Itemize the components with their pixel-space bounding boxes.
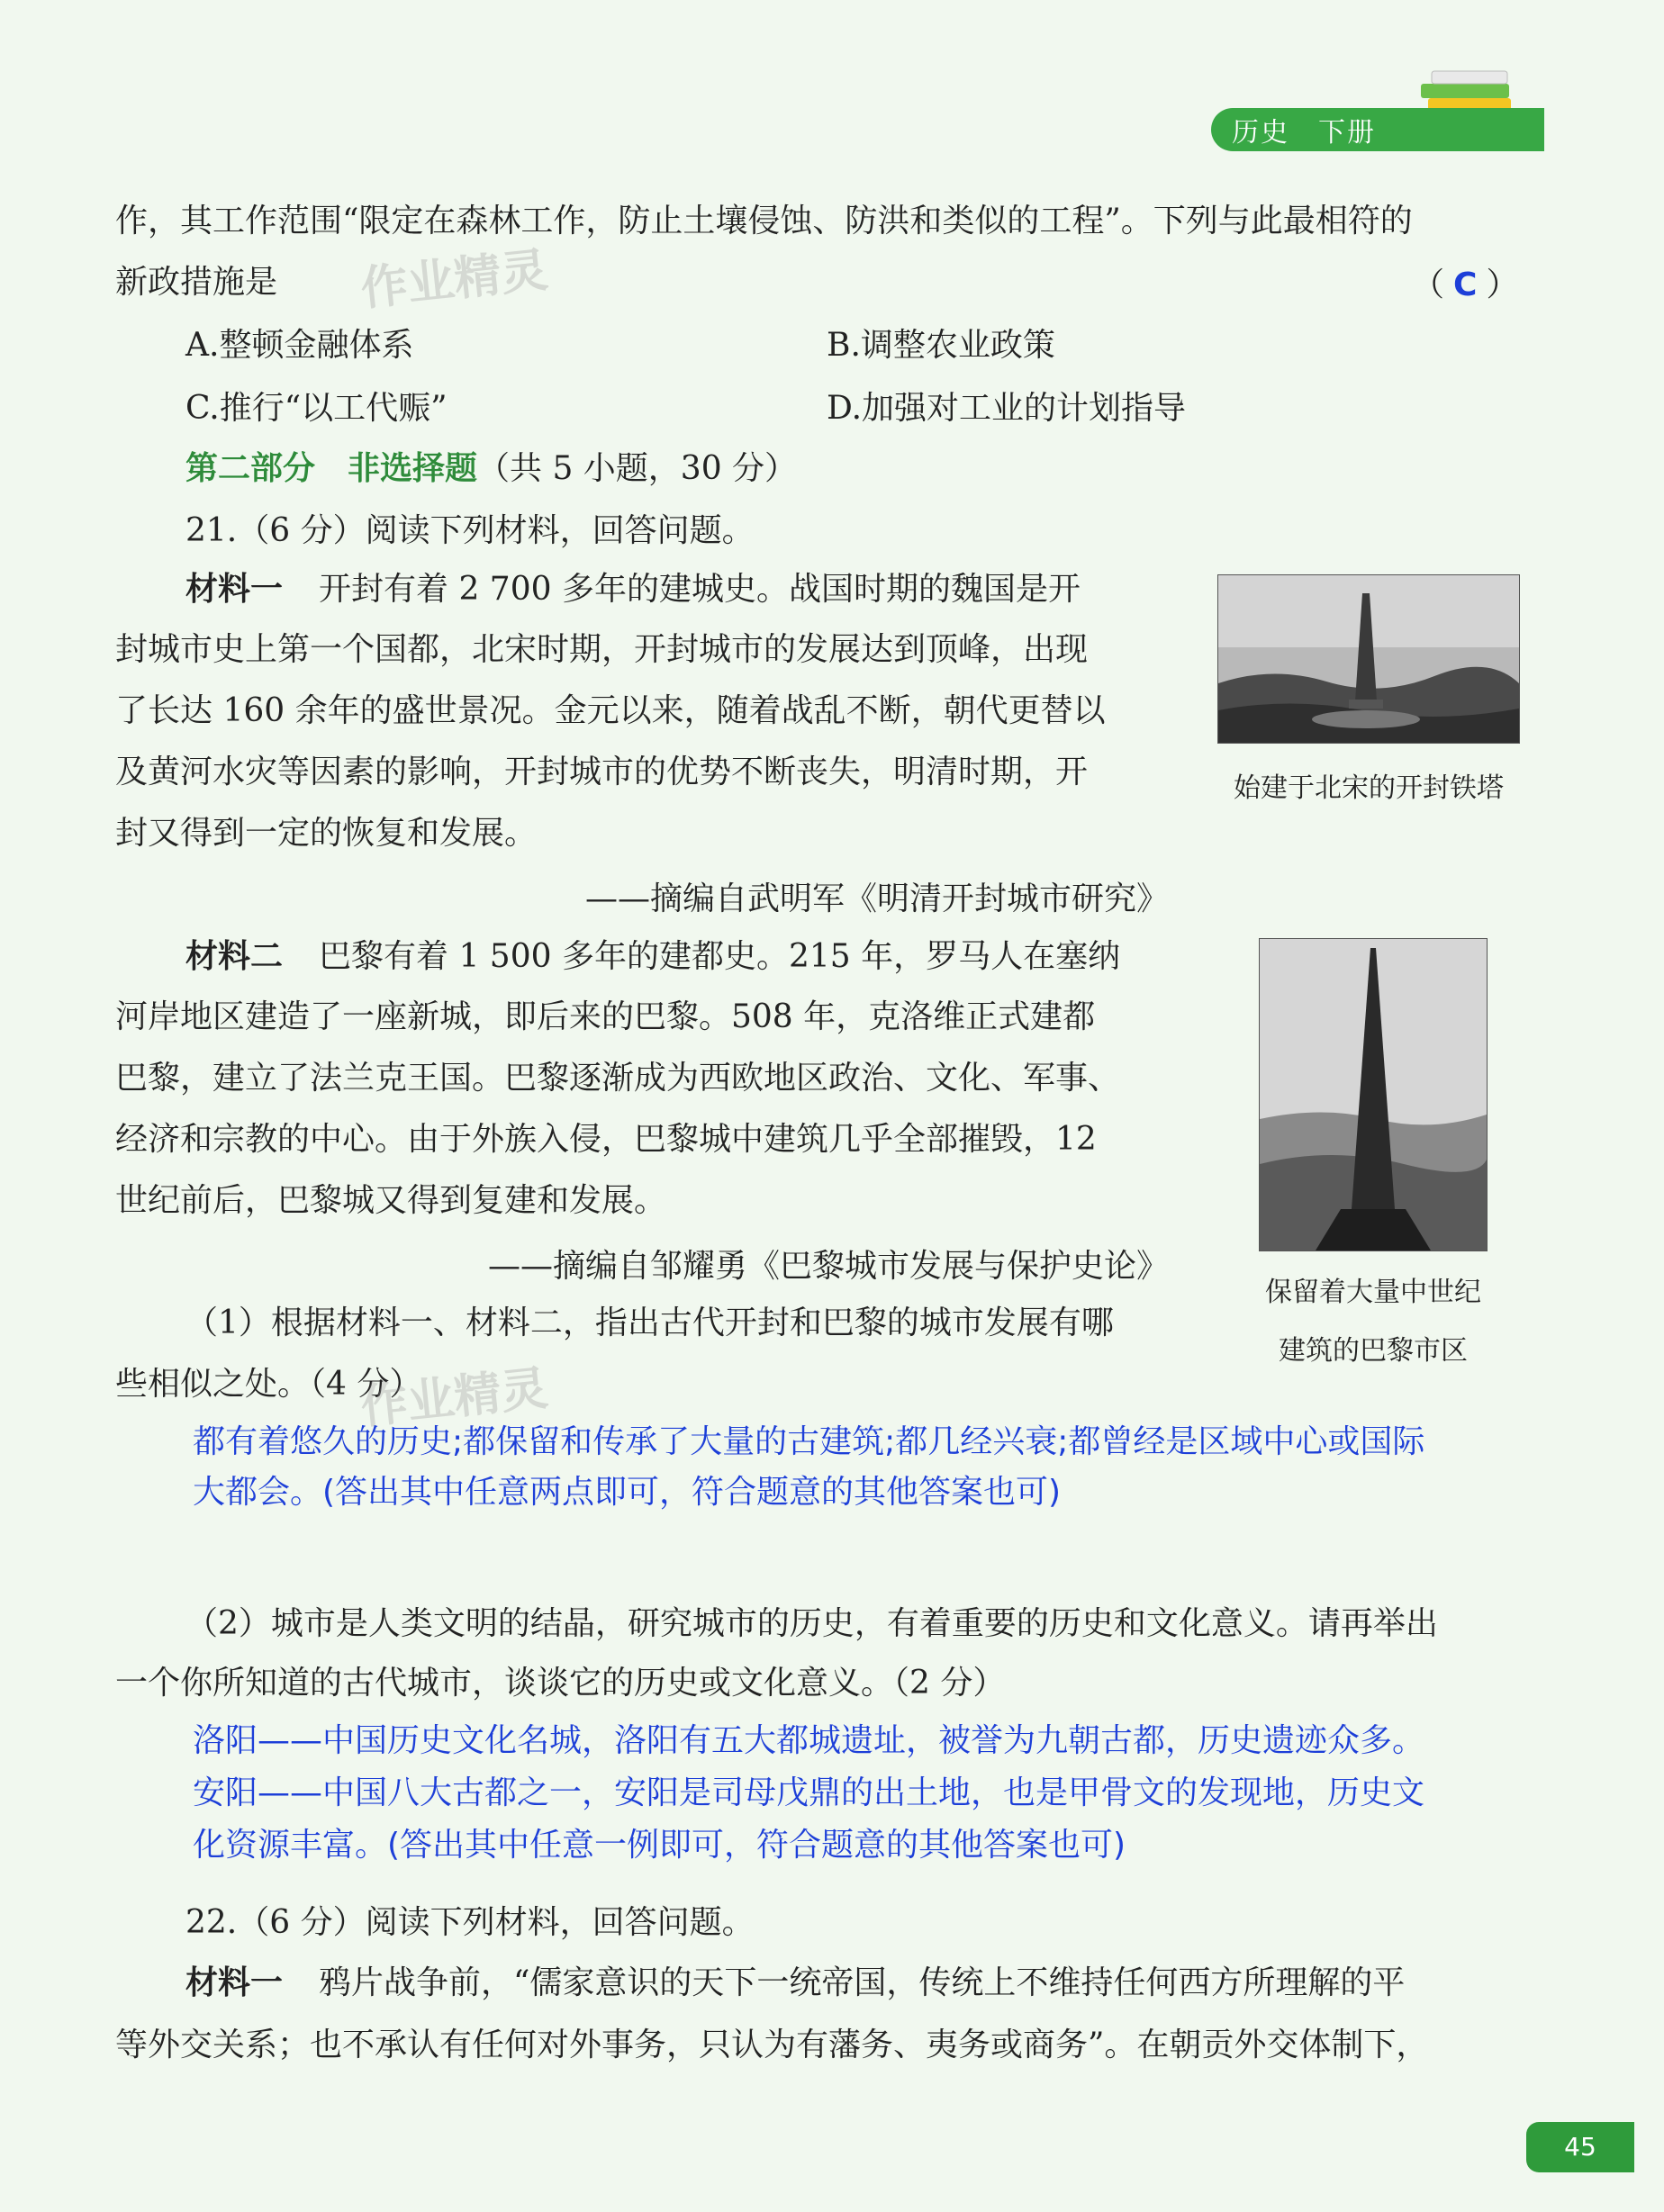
q21-m2-line-2: 河岸地区建造了一座新城，即后来的巴黎。508 年，克洛维正式建都 — [115, 998, 1096, 1035]
part2-title: 第二部分 非选择题 — [185, 449, 478, 487]
q21-answer2-line-1: 洛阳——中国历史文化名城，洛阳有五大都城遗址，被誉为九朝古都，历史遗迹众多。 — [193, 1722, 1425, 1759]
q21-m1-line-3: 了长达 160 余年的盛世景况。金元以来，随着战乱不断，朝代更替以 — [115, 692, 1106, 729]
image1-caption: 始建于北宋的开封铁塔 — [1234, 772, 1504, 804]
image2-caption-line-1: 保留着大量中世纪 — [1265, 1277, 1481, 1308]
q21-sub2-line-2: 一个你所知道的古代城市，谈谈它的历史或文化意义。（2 分） — [115, 1665, 1006, 1702]
q21-m1-text-1: 开封有着 2 700 多年的建城史。战国时期的魏国是开 — [319, 571, 1081, 608]
q22-m1-line-1 — [185, 1961, 1405, 2005]
q21-m2-line-1 — [185, 934, 1120, 979]
q21-m1-line-4: 及黄河水灾等因素的影响，开封城市的优势不断丧失，明清时期，开 — [115, 754, 1089, 790]
q22-m1-text-1: 鸦片战争前，“儒家意识的天下一统帝国，传统上不维持任何西方所理解的平 — [319, 1964, 1406, 2001]
q21-m2-line-3: 巴黎，建立了法兰克王国。巴黎逐渐成为西欧地区政治、文化、军事、 — [115, 1060, 1121, 1097]
q21-m1-line-2: 封城市史上第一个国都，北宋时期，开封城市的发展达到顶峰，出现 — [115, 631, 1089, 668]
part2-note: （共 5 小题，30 分） — [477, 450, 798, 487]
header-label: 历史 下册 — [1232, 117, 1376, 149]
q21-sub1-line-2: 些相似之处。（4 分） — [115, 1366, 422, 1403]
q21-m2-line-4: 经济和宗教的中心。由于外族入侵，巴黎城中建筑几乎全部摧毁，12 — [115, 1121, 1097, 1158]
part2-heading — [185, 447, 797, 491]
q20-option-b: B.调整农业政策 — [827, 327, 1055, 364]
q21-m1-line-5: 封又得到一定的恢复和发展。 — [115, 815, 538, 852]
q21-title: 21.（6 分）阅读下列材料，回答问题。 — [185, 512, 755, 549]
paris-spire-image — [1259, 938, 1488, 1251]
q22-m1-line-2: 等外交关系；也不承认有任何对外事务，只认为有藩务、夷务或商务”。在朝贡外交体制下， — [115, 2027, 1429, 2063]
q20-stem-line-2: 新政措施是 — [115, 264, 278, 301]
q21-m2-line-5: 世纪前后，巴黎城又得到复建和发展。 — [115, 1182, 667, 1219]
q20-stem-line-1: 作，其工作范围“限定在森林工作，防止土壤侵蚀、防洪和类似的工程”。下列与此最相符的 — [115, 203, 1413, 239]
q20-answer-paren-open: （ — [1412, 266, 1445, 303]
q21-sub1-line-1: （1）根据材料一、材料二，指出古代开封和巴黎的城市发展有哪 — [185, 1305, 1114, 1341]
q20-option-d: D.加强对工业的计划指导 — [827, 390, 1187, 427]
image2-caption-line-2: 建筑的巴黎市区 — [1279, 1335, 1468, 1367]
q20-answer-slot — [1412, 259, 1518, 305]
q21-answer1-line-1: 都有着悠久的历史;都保留和传承了大量的古建筑;都几经兴衰;都曾经是区域中心或国际 — [193, 1423, 1425, 1460]
q20-option-c: C.推行“以工代赈” — [185, 390, 448, 427]
q21-sub2-line-1: （2）城市是人类文明的结晶，研究城市的历史，有着重要的历史和文化意义。请再举出 — [185, 1605, 1438, 1642]
page-number: 45 — [1526, 2122, 1634, 2172]
q21-answer1-line-2: 大都会。(答出其中任意两点即可，符合题意的其他答案也可) — [193, 1474, 1062, 1511]
q22-m1-label: 材料一 — [185, 1964, 284, 2001]
watermark-2: 作业精灵 — [358, 1361, 551, 1435]
q21-m1-line-1 — [185, 567, 1081, 611]
q21-m2-label: 材料二 — [185, 937, 284, 975]
q21-m1-source: ——摘编自武明军《明清开封城市研究》 — [584, 880, 1169, 917]
q20-option-a: A.整顿金融体系 — [185, 327, 414, 364]
q21-m1-label: 材料一 — [185, 570, 284, 608]
kaifeng-iron-pagoda-image — [1217, 574, 1520, 744]
q21-m2-text-1: 巴黎有着 1 500 多年的建都史。215 年，罗马人在塞纳 — [319, 938, 1121, 975]
q21-answer2-line-3: 化资源丰富。(答出其中任意一例即可，符合题意的其他答案也可) — [193, 1827, 1126, 1864]
q22-title: 22.（6 分）阅读下列材料，回答问题。 — [185, 1904, 755, 1941]
q21-m2-source: ——摘编自邹耀勇《巴黎城市发展与保护史论》 — [487, 1248, 1169, 1285]
q20-answer: C — [1453, 266, 1478, 303]
q21-answer2-line-2: 安阳——中国八大古都之一，安阳是司母戊鼎的出土地，也是甲骨文的发现地，历史文 — [193, 1774, 1425, 1811]
watermark-1: 作业精灵 — [358, 243, 551, 317]
q20-answer-paren-close: ） — [1486, 266, 1519, 303]
